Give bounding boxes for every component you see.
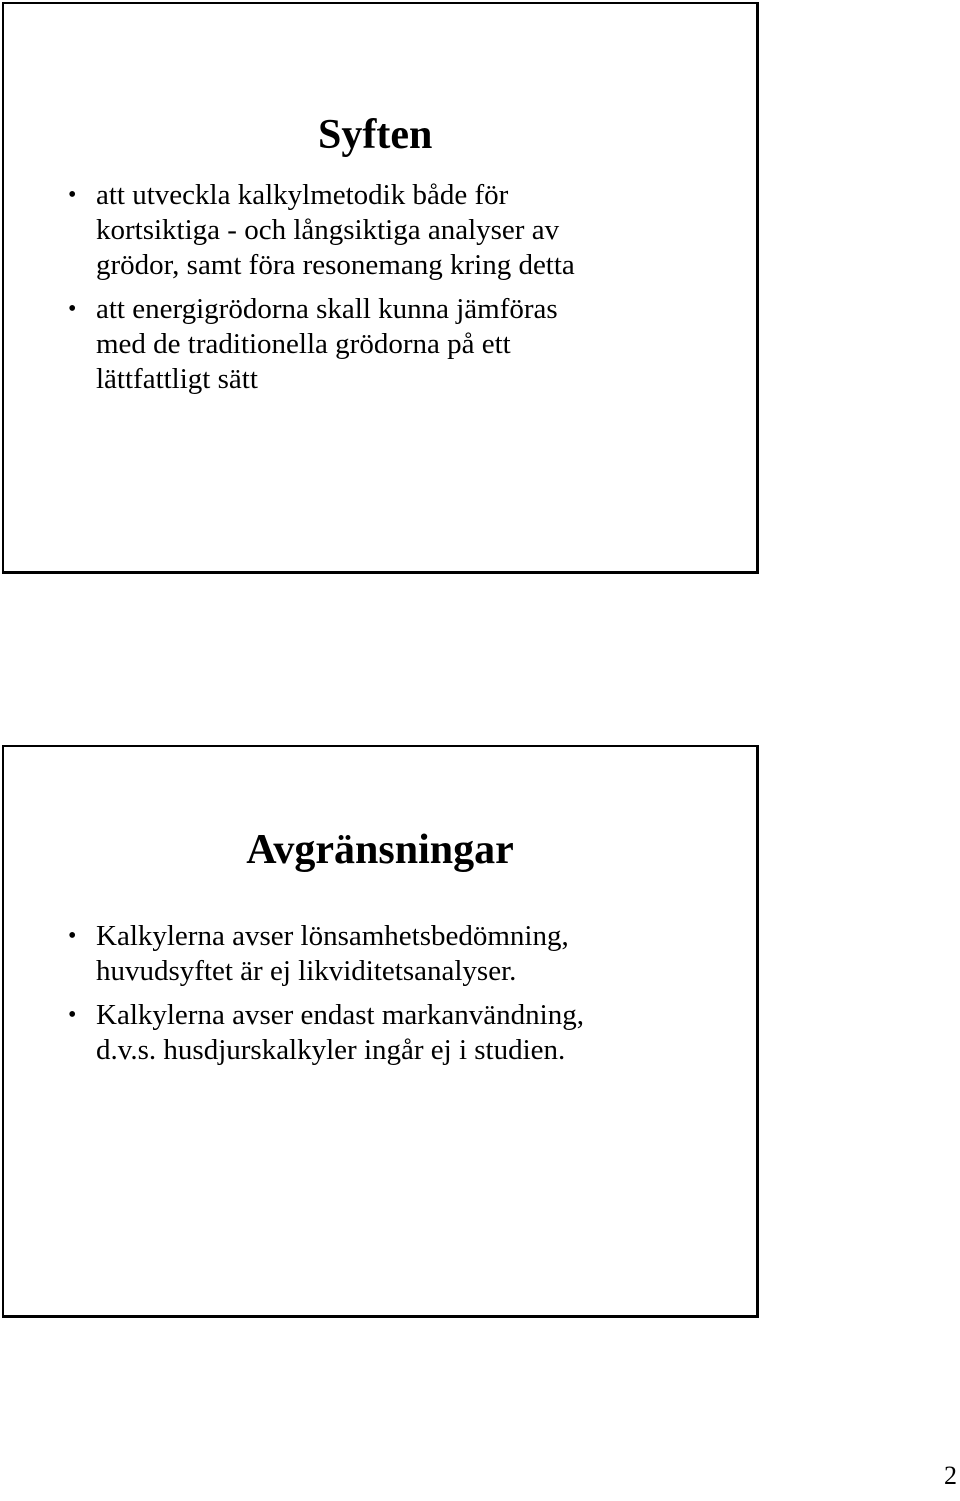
bullet-text-line: kortsiktiga - och långsiktiga analyser av bbox=[96, 214, 560, 246]
bullet-item bbox=[4, 178, 756, 283]
bullet-list bbox=[4, 919, 756, 1077]
bullet-text-line: att utveckla kalkylmetodik både för bbox=[96, 179, 509, 211]
bullet-item bbox=[4, 292, 756, 397]
page-number: 2 bbox=[944, 1461, 957, 1490]
bullet-text-line: huvudsyftet är ej likviditetsanalyser. bbox=[96, 955, 517, 987]
bullet-text-line: lättfattligt sätt bbox=[96, 363, 258, 395]
slide-syften bbox=[2, 2, 759, 574]
bullet-icon: • bbox=[68, 1002, 77, 1028]
bullet-list bbox=[4, 178, 756, 406]
bullet-icon: • bbox=[68, 923, 77, 949]
slide-title: Avgränsningar bbox=[246, 827, 514, 873]
slide-title: Syften bbox=[318, 112, 433, 158]
bullet-text-line: grödor, samt föra resonemang kring detta bbox=[96, 249, 575, 281]
bullet-text-line: att energigrödorna skall kunna jämföras bbox=[96, 293, 558, 325]
bullet-icon: • bbox=[68, 182, 77, 208]
bullet-item bbox=[4, 919, 756, 989]
slide-avgransningar bbox=[2, 745, 759, 1318]
bullet-text-line: Kalkylerna avser endast markanvändning, bbox=[96, 999, 584, 1031]
bullet-icon: • bbox=[68, 296, 77, 322]
bullet-text-line: Kalkylerna avser lönsamhetsbedömning, bbox=[96, 920, 569, 952]
bullet-text-line: d.v.s. husdjurskalkyler ingår ej i studien. bbox=[96, 1034, 566, 1066]
bullet-text-line: med de traditionella grödorna på ett bbox=[96, 328, 511, 360]
bullet-item bbox=[4, 998, 756, 1068]
